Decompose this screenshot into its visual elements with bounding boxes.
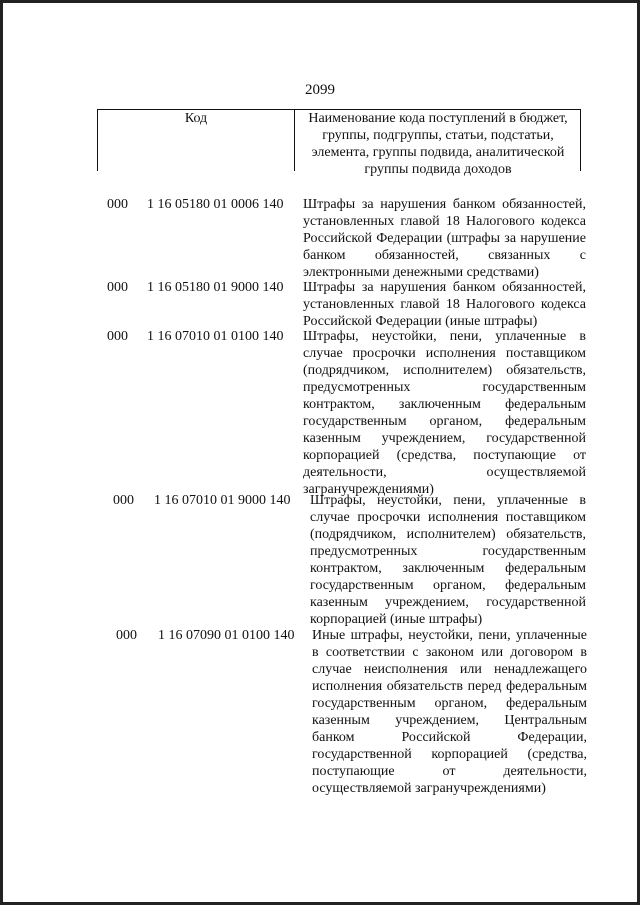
budget-code-name: Штрафы, неустойки, пени, уплаченные в случае просрочки исполнения поставщиком (подрядчиком, исполнителем) обязательств, предусмотренных государственным контрактом, заключенным федеральным государственным органом, федеральным казенным учреждением, государственной корпорацией (средства, поступающие от деятельности, осуществляемой загранучреждениями) xyxy=(303,329,586,497)
admin-code: 000 xyxy=(116,628,137,643)
admin-code: 000 xyxy=(113,493,134,508)
header-code-column: Код xyxy=(184,111,208,126)
budget-code: 1 16 07090 01 0100 140 xyxy=(158,628,295,643)
header-name-column: Наименование кода поступлений в бюджет, группы, подгруппы, статьи, подстатьи, элемента, группы подвида, аналитической группы подвида доходов xyxy=(308,111,568,177)
admin-code: 000 xyxy=(107,329,128,344)
page-number: 2099 xyxy=(305,82,335,98)
budget-code: 1 16 07010 01 9000 140 xyxy=(154,493,291,508)
budget-code: 1 16 05180 01 9000 140 xyxy=(147,280,284,295)
admin-code: 000 xyxy=(107,280,128,295)
table-header xyxy=(97,109,581,177)
budget-code: 1 16 05180 01 0006 140 xyxy=(147,197,284,212)
budget-code: 1 16 07010 01 0100 140 xyxy=(147,329,284,344)
budget-code-name: Штрафы за нарушения банком обязанностей, установленных главой 18 Налогового кодекса Российской Федерации (штрафы за нарушение банком обязанностей, связанных с электронными денежными средствами) xyxy=(303,197,586,280)
budget-code-name: Штрафы за нарушения банком обязанностей, установленных главой 18 Налогового кодекса Российской Федерации (иные штрафы) xyxy=(303,280,586,329)
admin-code: 000 xyxy=(107,197,128,212)
budget-code-name: Штрафы, неустойки, пени, уплаченные в случае просрочки исполнения поставщиком (подрядчиком, исполнителем) обязательств, предусмотренных государственным контрактом, заключенным федеральным государственным органом, федеральным казенным учреждением, государственной корпорацией (иные штрафы) xyxy=(310,493,586,627)
budget-code-name: Иные штрафы, неустойки, пени, уплаченные в соответствии с законом или договором в случае неисполнения или ненадлежащего исполнения обязательств перед федеральным государственным органом, федеральным казенным учреждением, Центральным банком Российской Федерации, государственной корпорацией (средства, поступающие от деятельности, осуществляемой загранучреждениями) xyxy=(312,628,587,796)
